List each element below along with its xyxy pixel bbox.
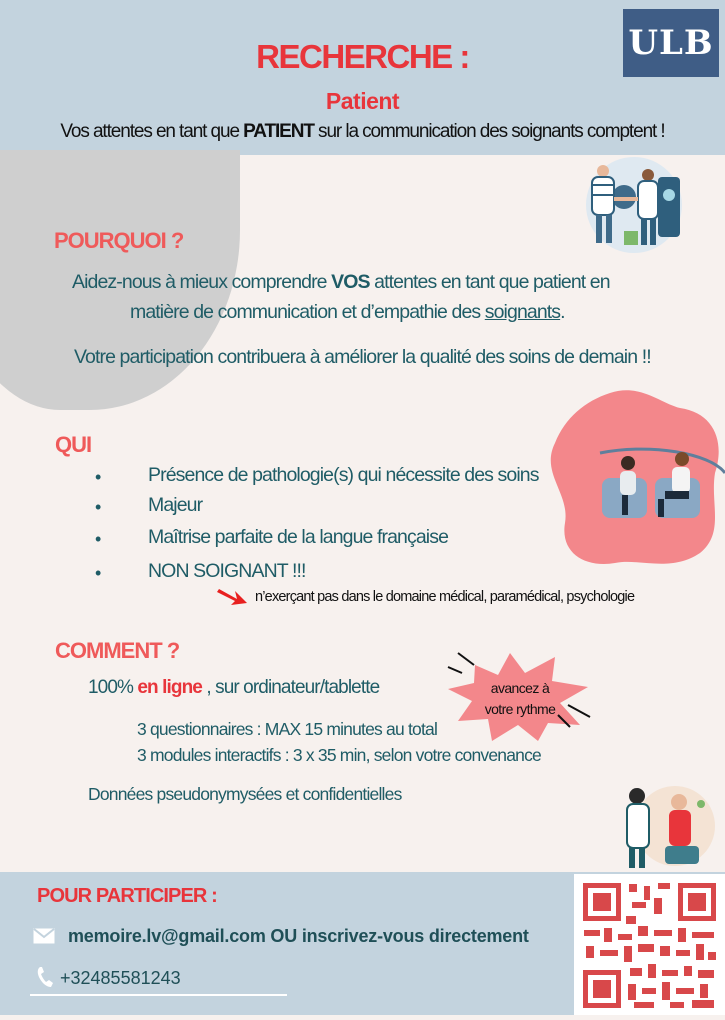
- doctor-patient-illustration: [578, 155, 690, 255]
- pourquoi-line2-pre: matière de communication et d’empathie des: [130, 301, 485, 323]
- contact-phone[interactable]: +32485581243: [60, 968, 181, 988]
- detail-questionnaires: 3 questionnaires : MAX 15 minutes au total: [137, 719, 438, 739]
- qr-code-graphic: [574, 874, 725, 1015]
- pourquoi-line1-post: attentes en tant que patient en: [369, 271, 610, 293]
- badge-line1: avancez à: [490, 680, 550, 696]
- tagline-post: sur la communication des soignants comptent !: [313, 121, 665, 142]
- badge-text: [465, 678, 575, 720]
- pourquoi-heading: POURQUOI ?: [54, 228, 184, 253]
- privacy-note: Données pseudonymysées et confidentielles: [88, 784, 402, 804]
- pourquoi-line2-underlined: soignants: [484, 301, 561, 323]
- qr-code[interactable]: [574, 874, 725, 1015]
- qui-item-non-soignant: NON SOIGNANT !!!: [148, 560, 306, 582]
- non-soignant-note: n’exerçant pas dans le domaine médical, paramédical, psychologie: [255, 589, 635, 605]
- pourquoi-line1-bold: VOS: [331, 271, 370, 293]
- participate-heading: POUR PARTICIPER :: [37, 885, 217, 907]
- page-subtitle: Patient: [325, 88, 400, 114]
- phone-icon: [36, 966, 54, 988]
- qui-item-pathologie: Présence de pathologie(s) qui nécessite des soins: [148, 464, 539, 486]
- bullet-4: •: [95, 563, 102, 583]
- qui-item-langue: Maîtrise parfaite de la langue française: [148, 526, 449, 548]
- detail-modules: 3 modules interactifs : 3 x 35 min, selon votre convenance: [137, 745, 541, 765]
- comment-heading: COMMENT ?: [55, 638, 180, 663]
- qui-heading: QUI: [55, 432, 92, 457]
- tagline-bold: PATIENT: [243, 121, 314, 142]
- pourquoi-line2: [130, 301, 565, 324]
- consultation-illustration: [615, 782, 715, 870]
- ulb-logo: ULB: [623, 9, 719, 77]
- online-pre: 100%: [88, 677, 138, 698]
- badge-line2: votre rythme: [484, 701, 556, 717]
- pourquoi-line3: Votre participation contribuera à améliorer la qualité des soins de demain !!: [74, 346, 651, 368]
- qui-item-majeur: Majeur: [148, 494, 203, 516]
- online-line: [88, 677, 379, 699]
- pourquoi-line1-pre: Aidez-nous à mieux comprendre: [72, 271, 332, 293]
- bullet-2: •: [95, 497, 102, 517]
- online-post: , sur ordinateur/tablette: [201, 677, 380, 698]
- tagline: [0, 121, 725, 143]
- pourquoi-line1: [72, 271, 610, 294]
- page-title: RECHERCHE :: [256, 38, 469, 75]
- patients-waiting-illustration: [540, 383, 725, 573]
- bullet-1: •: [95, 467, 102, 487]
- online-red: en ligne: [137, 677, 202, 698]
- bullet-3: •: [95, 529, 102, 549]
- footer-divider: [30, 994, 287, 996]
- mail-icon: [33, 928, 55, 944]
- red-arrow-icon: [217, 583, 249, 607]
- tagline-pre: Vos attentes en tant que: [60, 121, 244, 142]
- contact-email[interactable]: memoire.lv@gmail.com OU inscrivez-vous directement: [68, 926, 529, 946]
- pourquoi-line2-post: .: [560, 301, 565, 323]
